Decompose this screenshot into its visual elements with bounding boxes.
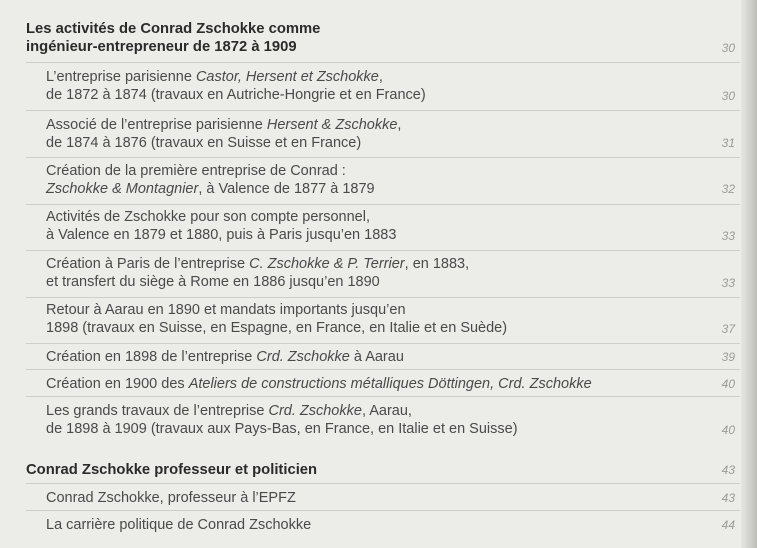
entry-line xyxy=(46,180,375,198)
toc-entry[interactable] xyxy=(46,301,507,337)
entry-page-number: 40 xyxy=(721,377,735,391)
section-title-line: Conrad Zschokke professeur et politicien xyxy=(26,462,318,478)
entry-text: Les grands travaux de l’entreprise xyxy=(46,403,269,419)
entry-line xyxy=(46,134,401,152)
entry-page-number: 30 xyxy=(721,89,735,103)
entry-line xyxy=(46,226,396,244)
section-page-number: 30 xyxy=(721,41,735,55)
entry-page-number: 44 xyxy=(721,518,735,532)
entry-text: de 1872 à 1874 (travaux en Autriche-Hongrie et en France) xyxy=(46,87,426,103)
entry-text: Associé de l’entreprise parisienne xyxy=(46,117,267,133)
entry-text: Création en 1898 de l’entreprise xyxy=(46,349,257,365)
entry-text: La carrière politique de Conrad Zschokke xyxy=(46,517,312,533)
divider xyxy=(26,510,740,511)
entry-line xyxy=(46,116,401,134)
toc-entry[interactable] xyxy=(46,348,404,366)
entry-text: et transfert du siège à Rome en 1886 jusqu’en 1890 xyxy=(46,274,380,290)
entry-text: , en 1883, xyxy=(404,256,470,272)
toc-entry[interactable] xyxy=(46,255,469,291)
divider xyxy=(26,250,740,251)
entry-text: de 1898 à 1909 (travaux aux Pays-Bas, en France, en Italie et en Suisse) xyxy=(46,421,518,437)
toc-entry[interactable] xyxy=(46,402,518,438)
entry-line xyxy=(46,68,426,86)
toc-entry[interactable] xyxy=(46,489,296,507)
entry-page-number: 32 xyxy=(721,182,735,196)
page-edge-shadow xyxy=(741,0,757,548)
entry-text: Création en 1900 des xyxy=(46,376,189,392)
entry-line xyxy=(46,319,507,337)
divider xyxy=(26,343,740,344)
divider xyxy=(26,369,740,370)
entry-italic-text: Crd. Zschokke xyxy=(256,349,350,365)
divider xyxy=(26,204,740,205)
entry-text: , à Valence de 1877 à 1879 xyxy=(198,181,375,197)
section-title-line: Les activités de Conrad Zschokke comme xyxy=(26,21,321,37)
divider xyxy=(26,297,740,298)
entry-text: , xyxy=(378,69,383,85)
entry-line xyxy=(46,273,469,291)
entry-page-number: 33 xyxy=(721,276,735,290)
entry-text: Retour à Aarau en 1890 et mandats importants jusqu’en xyxy=(46,302,406,318)
entry-line xyxy=(46,516,311,534)
entry-line xyxy=(46,375,592,393)
entry-line xyxy=(46,489,296,507)
entry-text: , Aarau, xyxy=(361,403,412,419)
toc-entry[interactable] xyxy=(46,68,426,104)
entry-text: , xyxy=(397,117,402,133)
divider xyxy=(26,157,740,158)
toc-entry[interactable] xyxy=(46,162,375,198)
entry-italic-text: Zschokke & Montagnier xyxy=(46,181,199,197)
divider xyxy=(26,62,740,63)
entry-line xyxy=(46,402,518,420)
divider xyxy=(26,110,740,111)
entry-text: Activités de Zschokke pour son compte personnel, xyxy=(46,209,370,225)
entry-italic-text: Hersent & Zschokke xyxy=(266,117,398,133)
entry-text: Conrad Zschokke, professeur à l’EPFZ xyxy=(46,490,296,506)
entry-italic-text: Castor, Hersent et Zschokke xyxy=(195,69,379,85)
entry-page-number: 31 xyxy=(721,136,735,150)
entry-text: à Aarau xyxy=(349,349,404,365)
divider xyxy=(26,396,740,397)
entry-text: Création de la première entreprise de Conrad : xyxy=(46,163,346,179)
entry-page-number: 43 xyxy=(721,491,735,505)
entry-italic-text: Crd. Zschokke xyxy=(268,403,362,419)
entry-italic-text: C. Zschokke & P. Terrier xyxy=(249,256,405,272)
section-page-number: 43 xyxy=(721,463,735,477)
entry-line xyxy=(46,348,404,366)
entry-text: L’entreprise parisienne xyxy=(46,69,196,85)
toc-entry[interactable] xyxy=(46,375,592,393)
entry-text: 1898 (travaux en Suisse, en Espagne, en France, en Italie et en Suède) xyxy=(46,320,508,336)
toc-entry[interactable] xyxy=(46,116,401,152)
entry-line xyxy=(46,301,507,319)
entry-line xyxy=(46,420,518,438)
entry-line xyxy=(46,86,426,104)
entry-italic-text: Ateliers de constructions métalliques Döttingen, Crd. Zschokke xyxy=(188,376,592,392)
section-title-line: ingénieur-entrepreneur de 1872 à 1909 xyxy=(26,39,297,55)
entry-page-number: 33 xyxy=(721,229,735,243)
entry-text: à Valence en 1879 et 1880, puis à Paris jusqu’en 1883 xyxy=(46,227,397,243)
entry-text: de 1874 à 1876 (travaux en Suisse et en France) xyxy=(46,135,362,151)
entry-line xyxy=(46,255,469,273)
divider xyxy=(26,483,740,484)
entry-line xyxy=(46,162,375,180)
toc-entry[interactable] xyxy=(46,516,311,534)
section-title[interactable] xyxy=(26,461,317,479)
entry-page-number: 40 xyxy=(721,423,735,437)
section-title[interactable] xyxy=(26,20,320,56)
toc-entry[interactable] xyxy=(46,208,396,244)
entry-text: Création à Paris de l’entreprise xyxy=(46,256,250,272)
entry-page-number: 37 xyxy=(721,322,735,336)
entry-line xyxy=(46,208,396,226)
entry-page-number: 39 xyxy=(721,350,735,364)
